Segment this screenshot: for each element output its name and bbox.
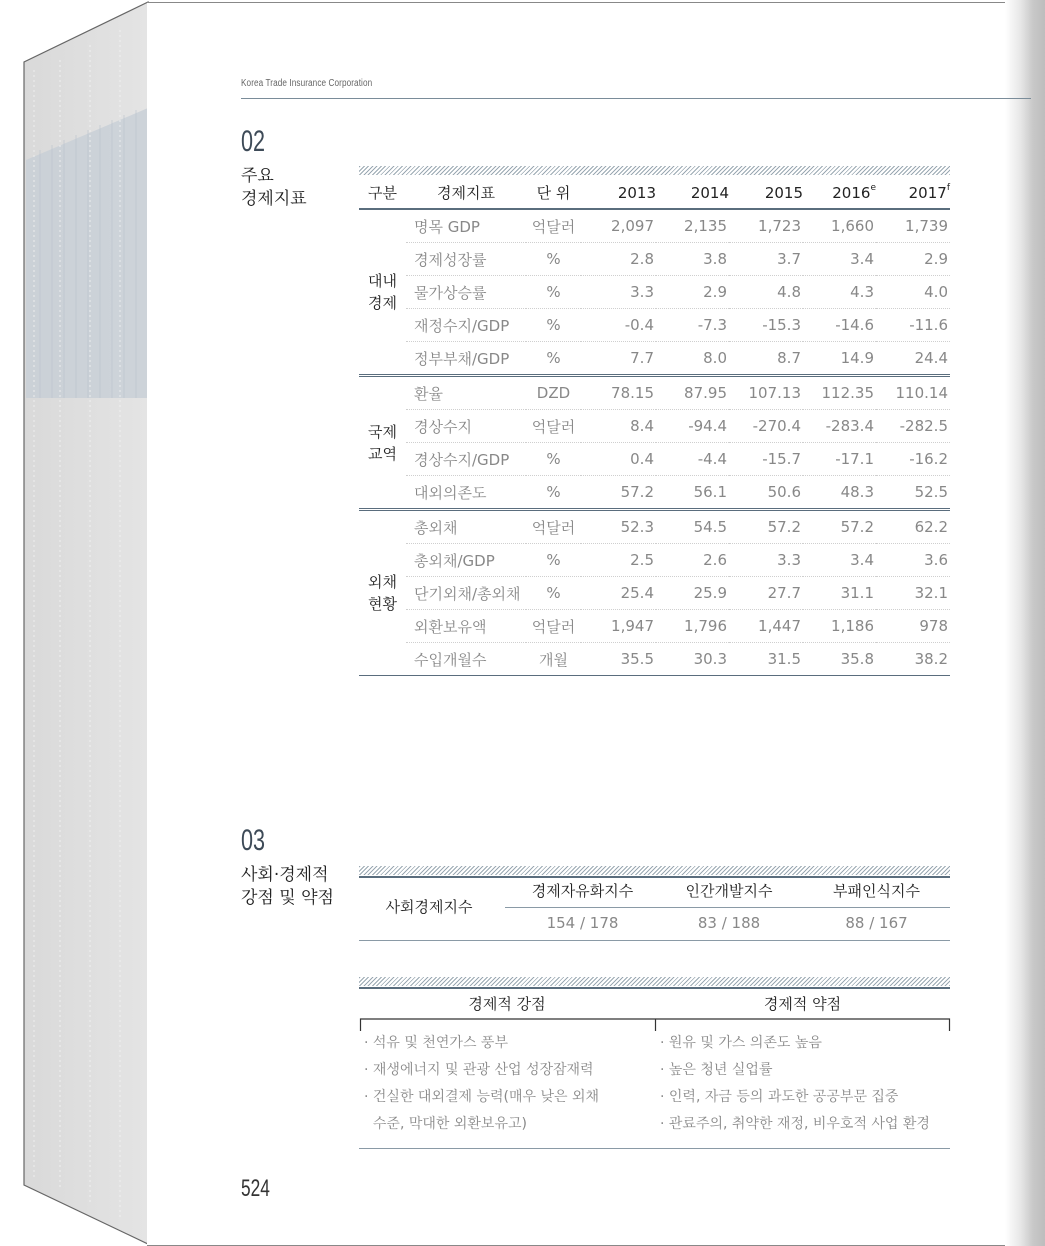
header-cell: 2015 (764, 183, 803, 202)
index-header-rule (505, 907, 950, 908)
value-cell: 78.15 (581, 376, 656, 410)
value-cell: -7.3 (656, 309, 729, 342)
table-row (359, 610, 950, 643)
value-cell: 25.4 (581, 577, 656, 610)
value-cell: 107.13 (729, 376, 803, 410)
section-number: 03 (241, 824, 266, 857)
value-cell: 48.3 (803, 476, 876, 510)
group-label-line: 교역 (368, 444, 397, 463)
table-top-rule (359, 876, 950, 878)
value-cell: 0.4 (581, 443, 656, 476)
indicator-unit: DZD (526, 376, 581, 410)
weaknesses-title: 경제적 약점 (763, 995, 842, 1013)
value-cell: -15.7 (729, 443, 803, 476)
value-cell: 4.8 (729, 276, 803, 309)
weaknesses-list (660, 1030, 930, 1138)
value-cell: 38.2 (876, 643, 950, 676)
index-header: 부패인식지수 (833, 882, 920, 900)
header-cell: 경제지표 (437, 184, 495, 202)
estimate-mark: e (870, 183, 876, 193)
strength-item: · 석유 및 천연가스 풍부 (364, 1035, 508, 1051)
value-cell: 2.9 (656, 276, 729, 309)
value-cell: 35.5 (581, 643, 656, 676)
section-title (241, 864, 334, 910)
value-cell: -15.3 (729, 309, 803, 342)
page-number: 524 (241, 1175, 270, 1202)
indicator-name: 재정수지/GDP (406, 309, 526, 342)
indicator-name: 경상수지 (406, 410, 526, 443)
index-value: 154 / 178 (546, 914, 619, 932)
value-cell: -11.6 (876, 309, 950, 342)
indicator-unit: % (526, 577, 581, 610)
value-cell: 24.4 (876, 342, 950, 376)
indicator-name: 물가상승률 (406, 276, 526, 309)
indicator-name: 대외의존도 (406, 476, 526, 510)
index-header: 인간개발지수 (685, 882, 773, 900)
indicator-name: 총외채/GDP (406, 544, 526, 577)
value-cell: 2.9 (876, 243, 950, 276)
indicator-unit: % (526, 276, 581, 309)
strengths-list (364, 1030, 599, 1138)
table-row (359, 410, 950, 443)
group-label-line: 현황 (368, 595, 397, 613)
value-cell: 3.6 (876, 544, 950, 577)
value-cell: 62.2 (876, 510, 950, 544)
value-cell: 3.4 (803, 243, 876, 276)
table-hatch-rule (359, 977, 950, 986)
table-row (359, 342, 950, 376)
value-cell: 52.5 (876, 476, 950, 510)
value-cell: 8.0 (656, 342, 729, 376)
value-cell: -94.4 (656, 410, 729, 443)
indicator-name: 총외채 (406, 510, 526, 544)
strengths-title: 경제적 강점 (468, 995, 546, 1013)
indicator-unit: 억달러 (526, 610, 581, 643)
indicator-unit: % (526, 476, 581, 510)
indicator-unit: % (526, 443, 581, 476)
table-hatch-rule (359, 866, 950, 875)
indicator-name: 정부부채/GDP (406, 342, 526, 376)
value-cell: -16.2 (876, 443, 950, 476)
header-cell (876, 177, 950, 209)
value-cell: 31.1 (803, 577, 876, 610)
value-cell: 27.7 (729, 577, 803, 610)
strength-item: 수준, 막대한 외환보유고) (364, 1116, 527, 1132)
value-cell: 4.3 (803, 276, 876, 309)
value-cell: -282.5 (876, 410, 950, 443)
value-cell: 2,097 (581, 209, 656, 243)
table-bottom-rule (359, 1148, 950, 1149)
weakness-item: · 높은 청년 실업률 (660, 1062, 773, 1078)
indicator-unit: % (526, 342, 581, 376)
group-label-line: 국제 (368, 422, 397, 441)
indicator-unit: 억달러 (526, 510, 581, 544)
value-cell: 4.0 (876, 276, 950, 309)
group-label (359, 510, 406, 676)
indicator-name: 경상수지/GDP (406, 443, 526, 476)
value-cell: 87.95 (656, 376, 729, 410)
running-head-rule (241, 98, 1031, 99)
table-top-rule (359, 987, 950, 989)
value-cell: 50.6 (729, 476, 803, 510)
value-cell: -14.6 (803, 309, 876, 342)
value-cell: 3.7 (729, 243, 803, 276)
indicator-unit: 억달러 (526, 209, 581, 243)
table-row (359, 243, 950, 276)
table-row (359, 544, 950, 577)
value-cell: 30.3 (656, 643, 729, 676)
indicator-unit: 억달러 (526, 410, 581, 443)
table-row (359, 376, 950, 410)
table-bottom-rule (359, 940, 950, 941)
value-cell: 2,135 (656, 209, 729, 243)
indicator-name: 수입개월수 (406, 643, 526, 676)
value-cell: 3.3 (581, 276, 656, 309)
table-hatch-rule (359, 166, 950, 175)
strength-item: · 건실한 대외결제 능력(매우 낮은 외채 (364, 1089, 600, 1105)
value-cell: 112.35 (803, 376, 876, 410)
index-row-label: 사회경제지수 (385, 898, 473, 916)
index-header: 경제자유화지수 (531, 882, 634, 900)
section-title-line: 경제지표 (241, 189, 307, 209)
value-cell: -0.4 (581, 309, 656, 342)
strength-item: · 재생에너지 및 관광 산업 성장잠재력 (364, 1062, 594, 1078)
indicator-name: 단기외채/총외채 (406, 577, 526, 610)
value-cell: 1,739 (876, 209, 950, 243)
value-cell: 57.2 (803, 510, 876, 544)
table-row (359, 577, 950, 610)
group-label (359, 376, 406, 510)
value-cell: 1,186 (803, 610, 876, 643)
indicator-name: 경제성장률 (406, 243, 526, 276)
header-cell: 단 위 (536, 184, 571, 202)
section-title (241, 165, 307, 211)
table-row (359, 643, 950, 676)
table-row (359, 443, 950, 476)
header-cell: 2014 (690, 183, 729, 202)
table-row (359, 209, 950, 243)
section-title-line: 주요 (241, 166, 274, 186)
value-cell: -4.4 (656, 443, 729, 476)
group-label-line: 외채 (368, 573, 397, 591)
value-cell: 2.6 (656, 544, 729, 577)
value-cell: 978 (876, 610, 950, 643)
header-cell: 구분 (368, 184, 397, 202)
group-label (359, 209, 406, 376)
table-row (359, 276, 950, 309)
value-cell: 1,660 (803, 209, 876, 243)
value-cell: 110.14 (876, 376, 950, 410)
value-cell: 3.8 (656, 243, 729, 276)
group-label-line: 대내 (368, 272, 397, 290)
value-cell: 8.4 (581, 410, 656, 443)
running-head: Korea Trade Insurance Corporation (241, 78, 373, 89)
indicator-name: 환율 (406, 376, 526, 410)
table-row (359, 476, 950, 510)
value-cell: -270.4 (729, 410, 803, 443)
section-title-line: 사회·경제적 (241, 865, 329, 885)
indicator-name: 명목 GDP (406, 209, 526, 243)
value-cell: -17.1 (803, 443, 876, 476)
value-cell: 1,447 (729, 610, 803, 643)
value-cell: 1,723 (729, 209, 803, 243)
value-cell: 2.8 (581, 243, 656, 276)
value-cell: 57.2 (729, 510, 803, 544)
indicator-unit: % (526, 309, 581, 342)
section-title-line: 강점 및 약점 (241, 888, 334, 908)
value-cell: 3.4 (803, 544, 876, 577)
book-page-stack (0, 0, 160, 1246)
value-cell: 14.9 (803, 342, 876, 376)
value-cell: 52.3 (581, 510, 656, 544)
value-cell: -283.4 (803, 410, 876, 443)
value-cell: 25.9 (656, 577, 729, 610)
weakness-item: · 인력, 자금 등의 과도한 공공부문 집중 (660, 1089, 899, 1105)
table-row (359, 309, 950, 342)
value-cell: 32.1 (876, 577, 950, 610)
value-cell: 54.5 (656, 510, 729, 544)
indicator-unit: % (526, 243, 581, 276)
value-cell: 56.1 (656, 476, 729, 510)
weakness-item: · 원유 및 가스 의존도 높음 (660, 1035, 822, 1051)
table-row (359, 510, 950, 544)
section-number: 02 (241, 125, 266, 158)
value-cell: 2.5 (581, 544, 656, 577)
header-cell: 2013 (617, 183, 656, 202)
header-year: 2017 (908, 184, 947, 202)
value-cell: 57.2 (581, 476, 656, 510)
index-value: 83 / 188 (697, 914, 761, 932)
indicator-name: 외환보유액 (406, 610, 526, 643)
value-cell: 35.8 (803, 643, 876, 676)
index-value: 88 / 167 (845, 914, 908, 932)
header-cell (803, 177, 876, 209)
group-label-line: 경제 (368, 294, 397, 312)
value-cell: 1,796 (656, 610, 729, 643)
forecast-mark: f (946, 183, 950, 193)
economic-indicators-table (359, 177, 950, 676)
value-cell: 1,947 (581, 610, 656, 643)
indicator-unit: % (526, 544, 581, 577)
header-year: 2016 (832, 184, 871, 202)
value-cell: 31.5 (729, 643, 803, 676)
weakness-item: · 관료주의, 취약한 재정, 비우호적 사업 환경 (660, 1116, 930, 1132)
value-cell: 8.7 (729, 342, 803, 376)
indicator-unit: 개월 (526, 643, 581, 676)
value-cell: 3.3 (729, 544, 803, 577)
value-cell: 7.7 (581, 342, 656, 376)
page-gutter-shadow (1005, 0, 1045, 1246)
